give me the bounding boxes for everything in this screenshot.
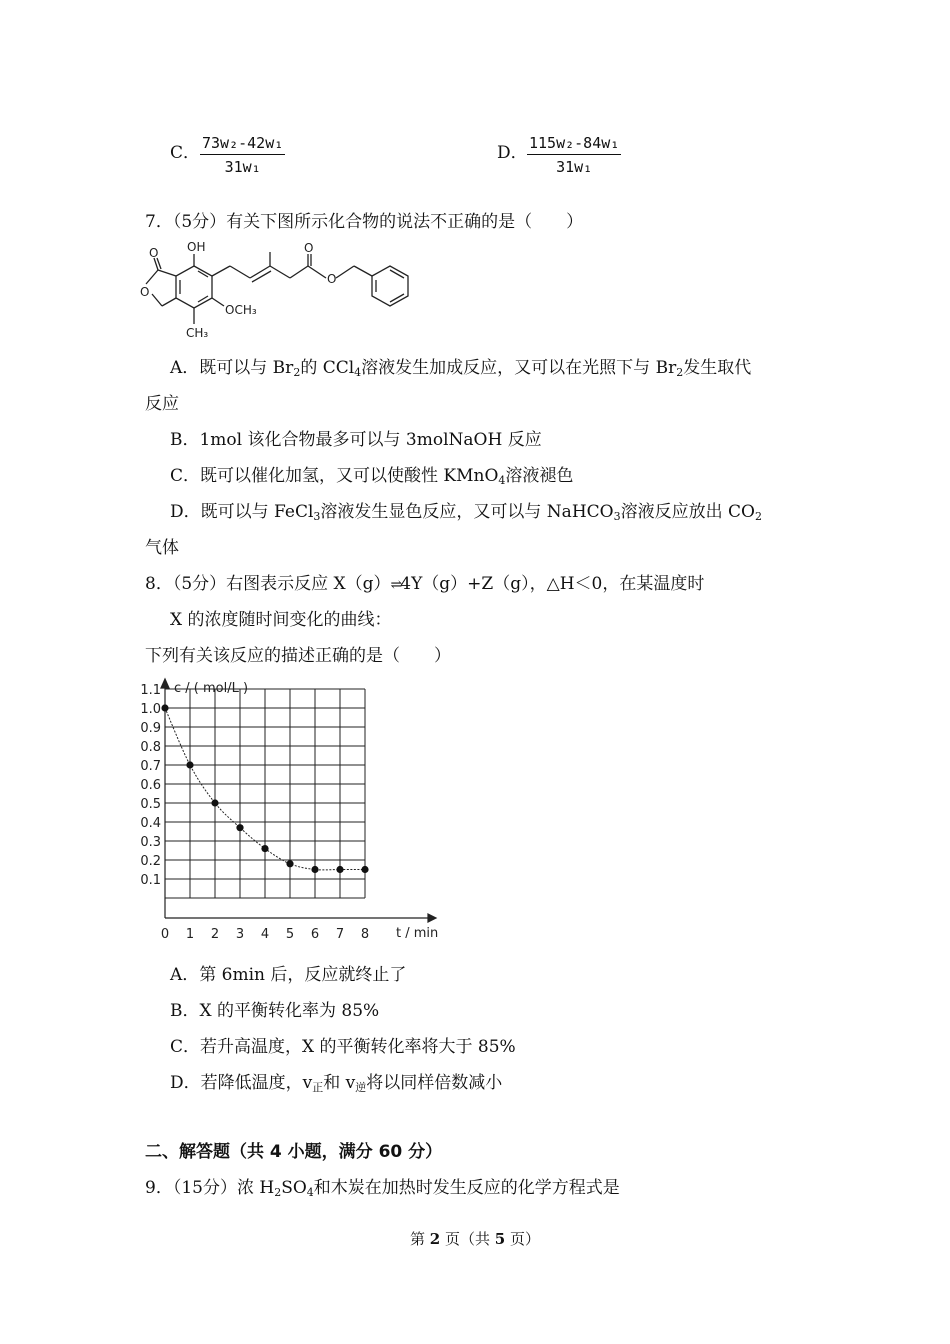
q6-option-d-fraction: [527, 134, 621, 176]
q6-option-d-numerator: 115w₂-84w₁: [527, 134, 621, 155]
q8-option-d: D．若降低温度，$v_正$和 $v_逆$将以同样倍数减小: [170, 1073, 503, 1094]
q6-option-c-label: C．: [170, 143, 201, 163]
y-tick-label: 1.1: [140, 683, 161, 698]
q7-option-d: D．既可以与 FeCl$_3$溶液发生显色反应，又可以与 NaHCO$_3$溶液反应放出 $CO_2$: [170, 502, 762, 523]
q7-option-a: A．既可以与 $Br_2$的 CCl$_4$溶液发生加成反应，又可以在光照下与 $Br_2$发生取代: [170, 358, 752, 379]
y-axis-arrow-icon: [161, 679, 169, 688]
data-point: [361, 866, 368, 873]
current-page-number: 2: [429, 1230, 441, 1248]
data-point: [286, 860, 293, 867]
data-point: [336, 866, 343, 873]
q7-stem: 7．（5分）有关下图所示化合物的说法不正确的是（ ）: [145, 212, 584, 232]
q8-option-b: B．X 的平衡转化率为 85%: [170, 1001, 380, 1021]
section-2-title: 二、解答题（共 4 小题，满分 60 分）: [145, 1142, 443, 1162]
x-tick-label: 6: [310, 927, 320, 942]
q6-option-c-fraction: [200, 134, 285, 176]
q6-option-d-denominator: 31w₁: [556, 158, 593, 176]
q9-stem: 9．（15分）浓 $H_2SO_4$和木炭在加热时发生反应的化学方程式是: [145, 1178, 620, 1199]
x-tick-label: 4: [260, 927, 270, 942]
q6-option-d-label: D．: [497, 143, 528, 163]
data-point: [211, 799, 218, 806]
ester-carbonyl-o-label: O: [304, 241, 314, 255]
q8-option-c: C．若升高温度，X 的平衡转化率将大于 85%: [170, 1037, 516, 1057]
q6-option-c-numerator: 73w₂-42w₁: [200, 134, 285, 155]
oh-label: OH: [187, 240, 206, 254]
q7-option-b: B．1mol 该化合物最多可以与 3molNaOH 反应: [170, 430, 542, 450]
y-tick-label: 0.1: [140, 873, 161, 888]
benzyl-ring: [372, 266, 408, 306]
lactone-carbonyl-o-label: O: [149, 246, 159, 260]
q7-structure-diagram: [132, 238, 422, 348]
ch3-label: CH₃: [186, 326, 209, 340]
q8-stem-line2: X 的浓度随时间变化的曲线：: [170, 610, 392, 630]
x-tick-label: 3: [235, 927, 245, 942]
q7-option-d-continued: 气体: [145, 538, 179, 558]
och3-label: OCH₃: [225, 303, 257, 317]
q7-option-c: C．既可以催化加氢，又可以使酸性 KMnO$_4$溶液褪色: [170, 466, 574, 487]
page-footer: 第 2 页（共 5 页）: [410, 1230, 540, 1248]
data-point: [186, 761, 193, 768]
y-tick-label: 0.7: [140, 759, 161, 774]
x-tick-label: 1: [185, 927, 195, 942]
q8-stem-line3: 下列有关该反应的描述正确的是（ ）: [145, 646, 451, 666]
x-axis-arrow-icon: [428, 914, 436, 922]
data-point: [311, 866, 318, 873]
x-tick-label: 0: [160, 927, 170, 942]
q8-stem: 8．（5分）右图表示反应 X（g）⇌4Y（g）+Z（g），△H＜0，在某温度时: [145, 574, 705, 594]
concentration-time-chart: [130, 676, 450, 946]
x-axis-label: t / min: [396, 926, 439, 941]
ester-o-label: O: [327, 272, 337, 286]
y-tick-label: 0.4: [140, 816, 161, 831]
y-axis-label: c / ( mol/L ): [174, 681, 249, 696]
x-tick-label: 8: [360, 927, 370, 942]
x-tick-label: 7: [335, 927, 345, 942]
q7-option-a-continued: 反应: [145, 394, 179, 414]
lactone-ring-o-label: O: [140, 285, 150, 299]
y-tick-label: 0.6: [140, 778, 161, 793]
y-tick-label: 0.2: [140, 854, 161, 869]
total-pages: 5: [494, 1230, 506, 1248]
data-point: [261, 845, 268, 852]
y-tick-label: 0.8: [140, 740, 161, 755]
q8-option-a: A．第 6min 后，反应就终止了: [170, 965, 407, 985]
y-tick-label: 0.3: [140, 835, 161, 850]
y-tick-label: 0.9: [140, 721, 161, 736]
core-benzene-ring: [176, 266, 212, 308]
equilibrium-arrow-icon: ⇌: [390, 577, 401, 593]
x-tick-label: 2: [210, 927, 220, 942]
data-point: [236, 824, 243, 831]
q6-option-c-denominator: 31w₁: [224, 158, 261, 176]
x-tick-label: 5: [285, 927, 295, 942]
y-tick-label: 1.0: [140, 702, 161, 717]
y-tick-label: 0.5: [140, 797, 161, 812]
data-point: [161, 704, 168, 711]
